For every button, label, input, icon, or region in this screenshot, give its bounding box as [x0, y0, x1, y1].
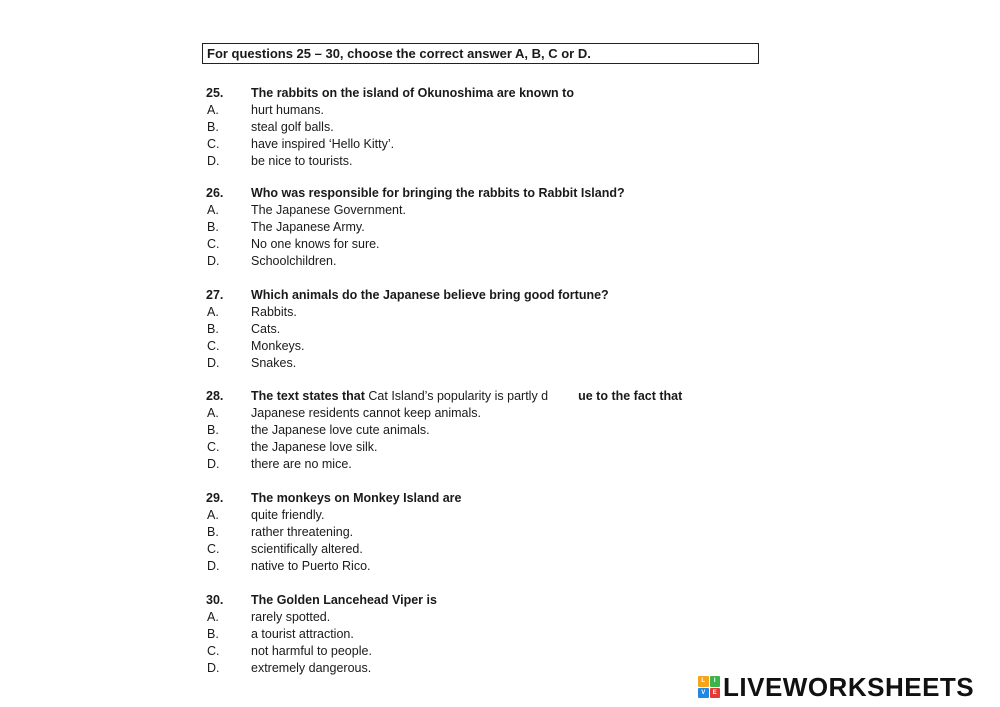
liveworksheets-brand[interactable]: [698, 672, 974, 702]
option-letter: A.: [207, 305, 219, 319]
logo-tile-v: V: [698, 688, 709, 699]
option-letter: B.: [207, 220, 219, 234]
question-text: The Golden Lancehead Viper is: [251, 593, 437, 607]
option-letter: B.: [207, 120, 219, 134]
option-letter: A.: [207, 508, 219, 522]
option-letter: A.: [207, 610, 219, 624]
option-letter: D.: [207, 457, 220, 471]
question-text: The rabbits on the island of Okunoshima are known to: [251, 86, 574, 100]
option-text: Rabbits.: [251, 305, 297, 319]
option-b[interactable]: [206, 119, 766, 136]
question-25: [206, 85, 766, 170]
option-text: rarely spotted.: [251, 610, 331, 624]
option-text: Snakes.: [251, 356, 297, 370]
option-d[interactable]: [206, 153, 766, 170]
question-30: [206, 592, 766, 677]
question-number: 26.: [206, 186, 224, 200]
option-text: steal golf balls.: [251, 120, 334, 134]
option-a[interactable]: [206, 609, 766, 626]
option-c[interactable]: [206, 643, 766, 660]
option-letter: B.: [207, 627, 219, 641]
option-text: quite friendly.: [251, 508, 325, 522]
option-letter: D.: [207, 356, 220, 370]
option-text: The Japanese Government.: [251, 203, 406, 217]
option-letter: D.: [207, 154, 220, 168]
option-letter: D.: [207, 254, 220, 268]
option-text: have inspired ‘Hello Kitty’.: [251, 137, 395, 151]
option-letter: C.: [207, 644, 220, 658]
question-number: 27.: [206, 288, 224, 302]
option-letter: B.: [207, 525, 219, 539]
option-c[interactable]: [206, 136, 766, 153]
option-text: extremely dangerous.: [251, 661, 372, 675]
option-b[interactable]: [206, 422, 766, 439]
option-letter: D.: [207, 661, 220, 675]
question-number: 29.: [206, 491, 224, 505]
question-text-end: ue to the fact that: [578, 389, 683, 403]
option-text: scientifically altered.: [251, 542, 363, 556]
option-letter: B.: [207, 423, 219, 437]
option-text: the Japanese love cute animals.: [251, 423, 430, 437]
option-d[interactable]: [206, 456, 766, 473]
question-text-middle: Cat Island’s popularity is partly d: [368, 389, 549, 403]
option-text: there are no mice.: [251, 457, 352, 471]
option-letter: C.: [207, 542, 220, 556]
option-text: the Japanese love silk.: [251, 440, 378, 454]
option-b[interactable]: [206, 219, 766, 236]
option-letter: A.: [207, 203, 219, 217]
option-letter: B.: [207, 322, 219, 336]
question-29: [206, 490, 766, 575]
option-letter: C.: [207, 440, 220, 454]
option-c[interactable]: [206, 236, 766, 253]
option-text: hurt humans.: [251, 103, 324, 117]
liveworksheets-logo-icon: [698, 676, 720, 698]
logo-tile-l: L: [698, 676, 709, 687]
question-27: [206, 287, 766, 372]
option-letter: D.: [207, 559, 220, 573]
option-c[interactable]: [206, 338, 766, 355]
option-letter: C.: [207, 237, 220, 251]
option-a[interactable]: [206, 202, 766, 219]
question-number: 30.: [206, 593, 224, 607]
option-d[interactable]: [206, 660, 766, 677]
brand-name: LIVEWORKSHEETS: [723, 671, 975, 702]
option-b[interactable]: [206, 626, 766, 643]
question-number: 28.: [206, 389, 224, 403]
option-text: not harmful to people.: [251, 644, 372, 658]
option-c[interactable]: [206, 439, 766, 456]
option-letter: A.: [207, 406, 219, 420]
option-b[interactable]: [206, 321, 766, 338]
option-letter: C.: [207, 339, 220, 353]
option-d[interactable]: [206, 355, 766, 372]
option-text: Japanese residents cannot keep animals.: [251, 406, 482, 420]
question-text: The monkeys on Monkey Island are: [251, 491, 462, 505]
question-text: Who was responsible for bringing the rabbits to Rabbit Island?: [251, 186, 625, 200]
instruction-box: For questions 25 – 30, choose the correct answer A, B, C or D.: [202, 43, 759, 64]
option-a[interactable]: [206, 405, 766, 422]
logo-tile-i: I: [710, 676, 721, 687]
option-a[interactable]: [206, 304, 766, 321]
option-text: be nice to tourists.: [251, 154, 353, 168]
option-d[interactable]: [206, 558, 766, 575]
option-text: Cats.: [251, 322, 281, 336]
option-a[interactable]: [206, 507, 766, 524]
option-text: Schoolchildren.: [251, 254, 337, 268]
question-28: [206, 388, 766, 473]
logo-tile-e: E: [710, 688, 721, 699]
question-26: [206, 185, 766, 270]
option-text: Monkeys.: [251, 339, 305, 353]
option-a[interactable]: [206, 102, 766, 119]
option-text: No one knows for sure.: [251, 237, 380, 251]
option-letter: C.: [207, 137, 220, 151]
question-text: Which animals do the Japanese believe bring good fortune?: [251, 288, 609, 302]
option-letter: A.: [207, 103, 219, 117]
option-text: native to Puerto Rico.: [251, 559, 371, 573]
question-text-start: The text states that: [251, 389, 365, 403]
option-c[interactable]: [206, 541, 766, 558]
option-text: rather threatening.: [251, 525, 354, 539]
option-b[interactable]: [206, 524, 766, 541]
option-d[interactable]: [206, 253, 766, 270]
option-text: The Japanese Army.: [251, 220, 365, 234]
option-text: a tourist attraction.: [251, 627, 354, 641]
question-text: [251, 388, 682, 405]
question-number: 25.: [206, 86, 224, 100]
